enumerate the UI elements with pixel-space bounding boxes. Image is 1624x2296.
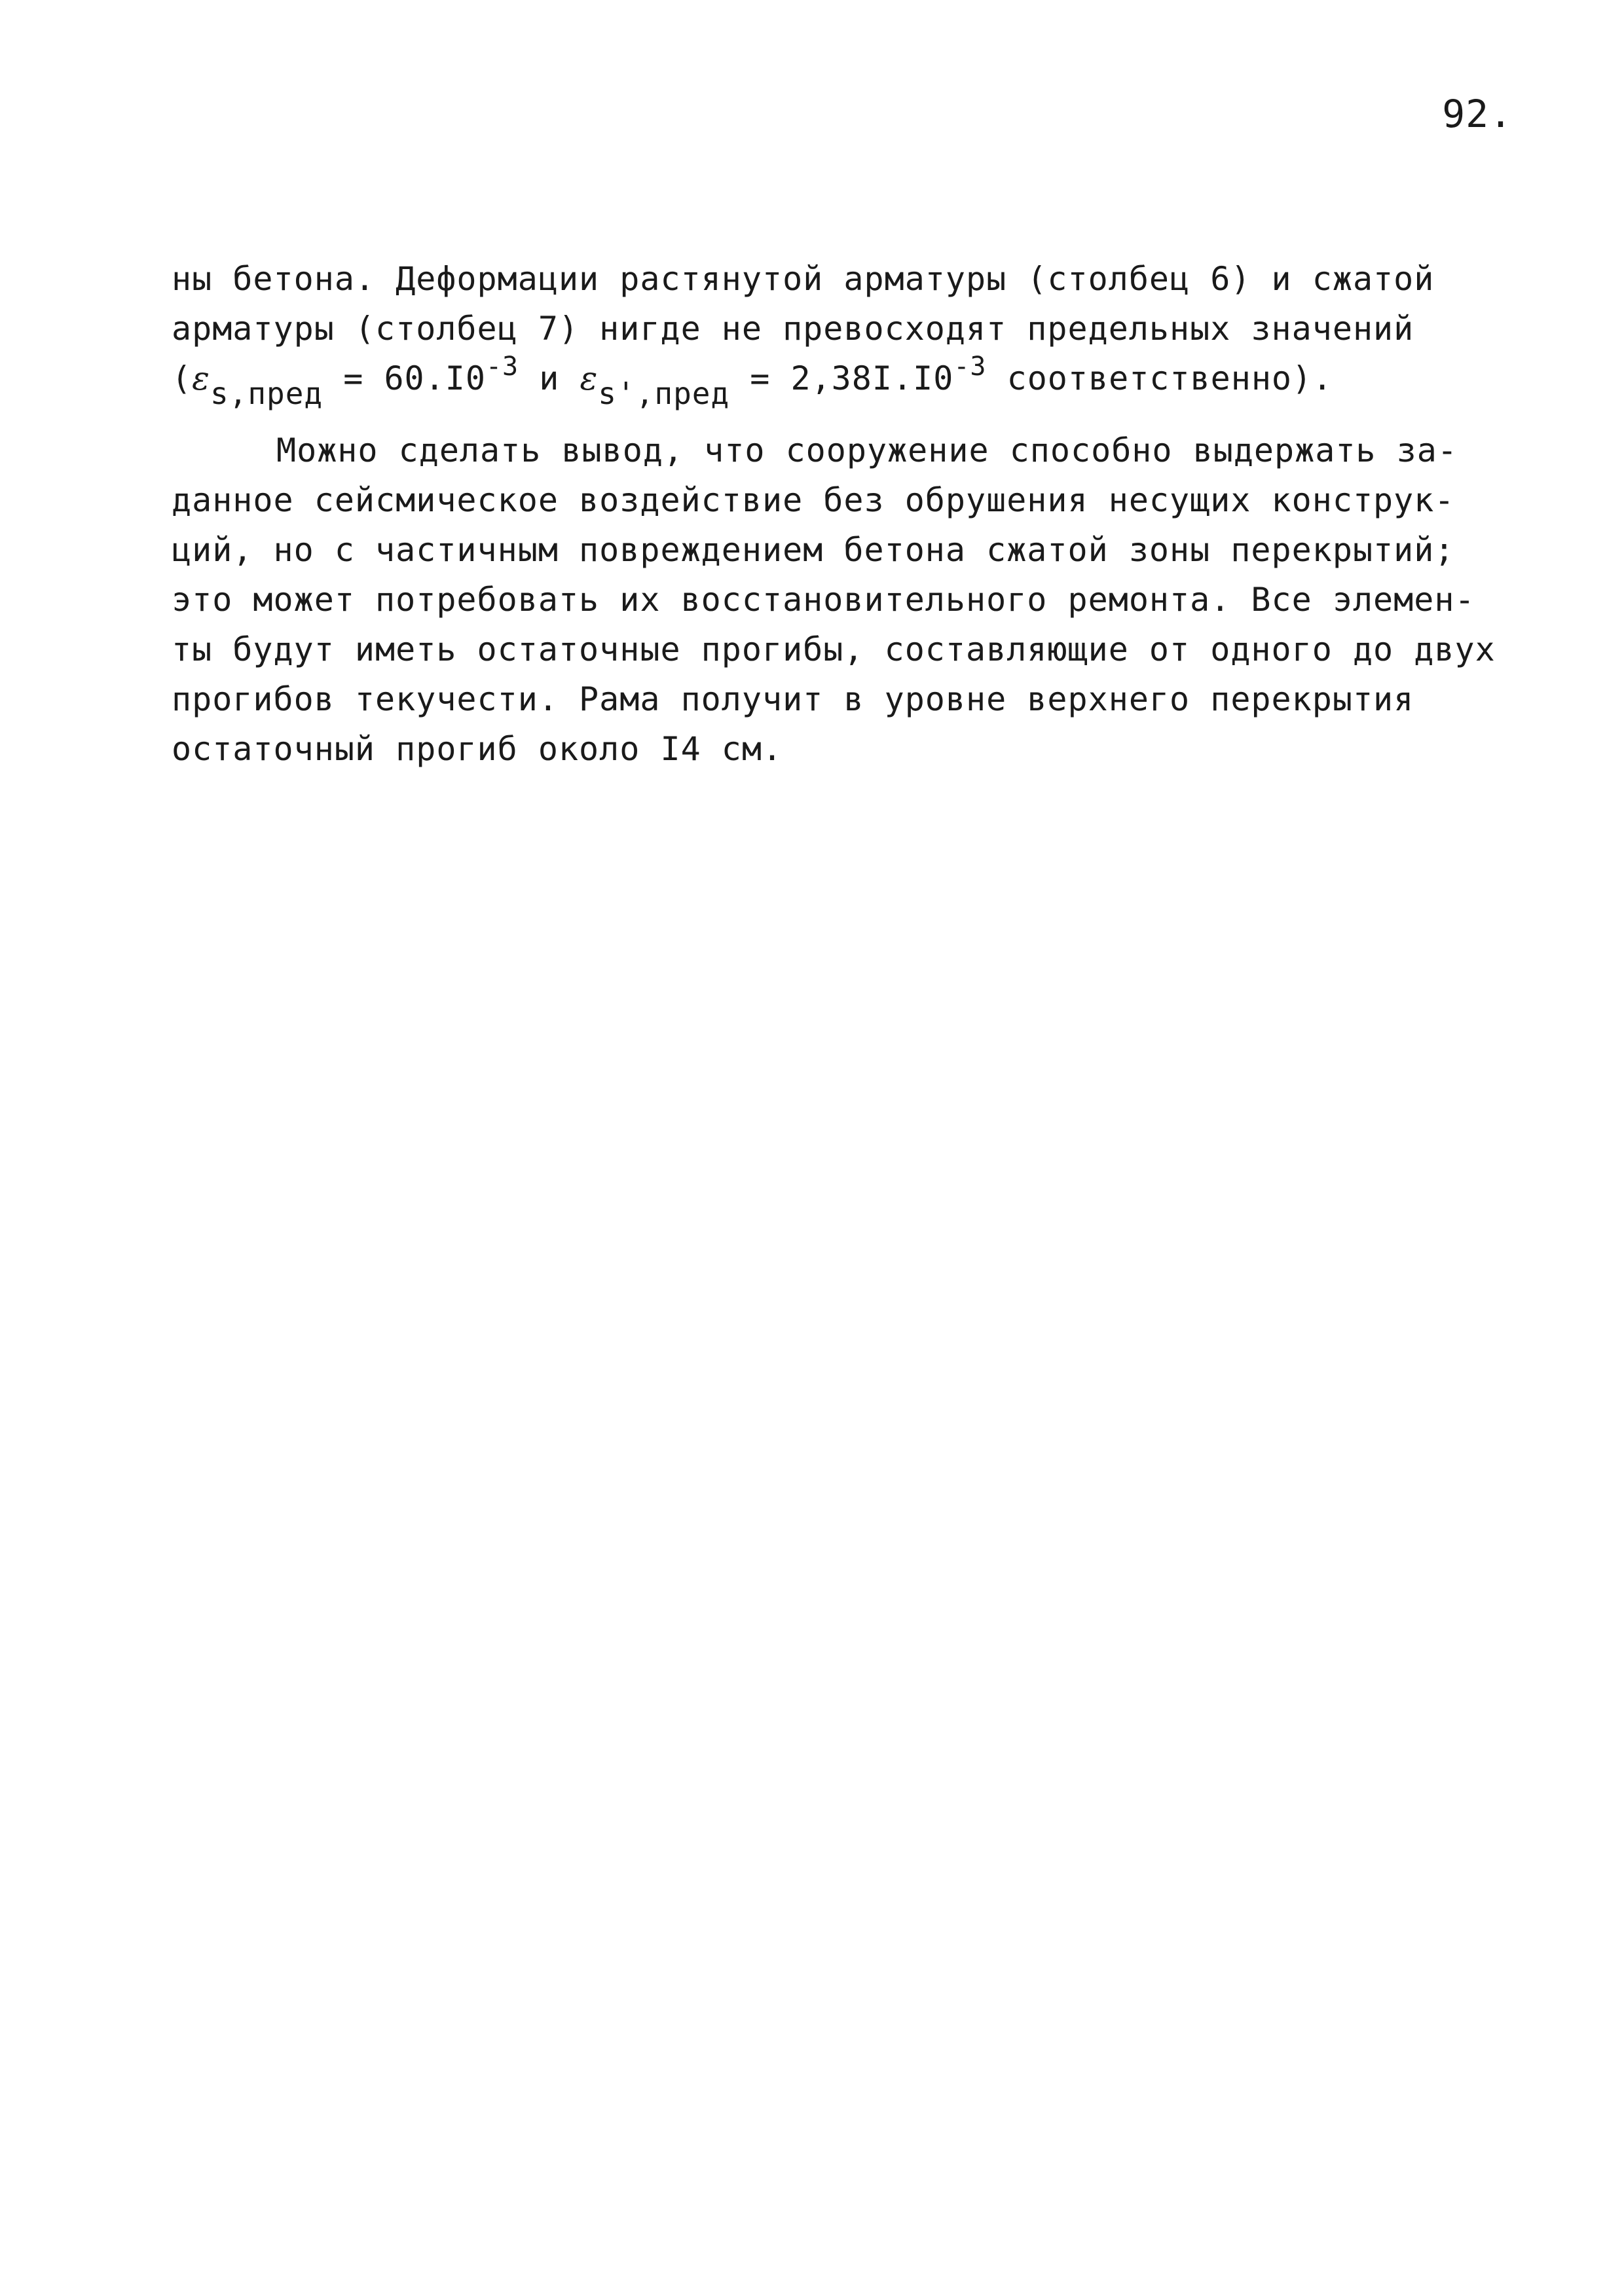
paragraph-2-line-6: прогибов текучести. Рама получит в уровне верхнего перекрытия [172, 680, 1414, 718]
epsilon-s-subscript [210, 376, 323, 411]
body-text [172, 254, 1521, 774]
formula-line [172, 354, 1521, 419]
epsilon-s-symbol: ε [192, 359, 210, 397]
paragraph-2-line-3: ций, но с частичным повреждением бетона сжатой зоны перекрытий; [172, 531, 1455, 569]
paragraph-1-line-1: ны бетона. Деформации растянутой арматуры (столбец 6) и сжатой [172, 260, 1435, 298]
paragraph-1-line-2: арматуры (столбец 7) нигде не превосходят предельных значений [172, 310, 1414, 348]
formula-exponent-2: -3 [953, 352, 987, 382]
paragraph-2-line-4: это может потребовать их восстановительного ремонта. Все элемен- [172, 581, 1475, 619]
paragraph-2-line-7: остаточный прогиб около I4 см. [172, 730, 783, 768]
formula-value-2: = 2,38I.I0 [729, 359, 954, 397]
paragraph-2-line-5: ты будут иметь остаточные прогибы, составляющие от одного до двух [172, 630, 1496, 668]
epsilon-s-prime-subscript [598, 376, 729, 411]
formula-open-paren: ( [172, 359, 193, 397]
formula-value-1: = 60.I0 [323, 359, 486, 397]
epsilon-s-prime-sub-suffix: ,пред [635, 376, 730, 411]
formula-exponent-1: -3 [485, 352, 519, 382]
paragraph-2-line-1: Можно сделать вывод, что сооружение способно выдержать за- [276, 431, 1458, 469]
epsilon-s-prime-sub-letter: s' [598, 376, 636, 411]
paragraph-2-line-2: данное сейсмическое воздействие без обрушения несущих конструк- [172, 481, 1455, 519]
epsilon-s-sub-suffix: ,пред [229, 376, 323, 411]
epsilon-s-sub-letter: s [210, 376, 229, 411]
epsilon-s-prime-symbol: ε [580, 359, 599, 397]
paragraph-1 [172, 254, 1521, 419]
formula-and-word: и [519, 359, 580, 397]
formula-tail: соответственно). [986, 359, 1333, 397]
page-number: 92. [1442, 92, 1513, 136]
paragraph-2 [172, 426, 1521, 774]
